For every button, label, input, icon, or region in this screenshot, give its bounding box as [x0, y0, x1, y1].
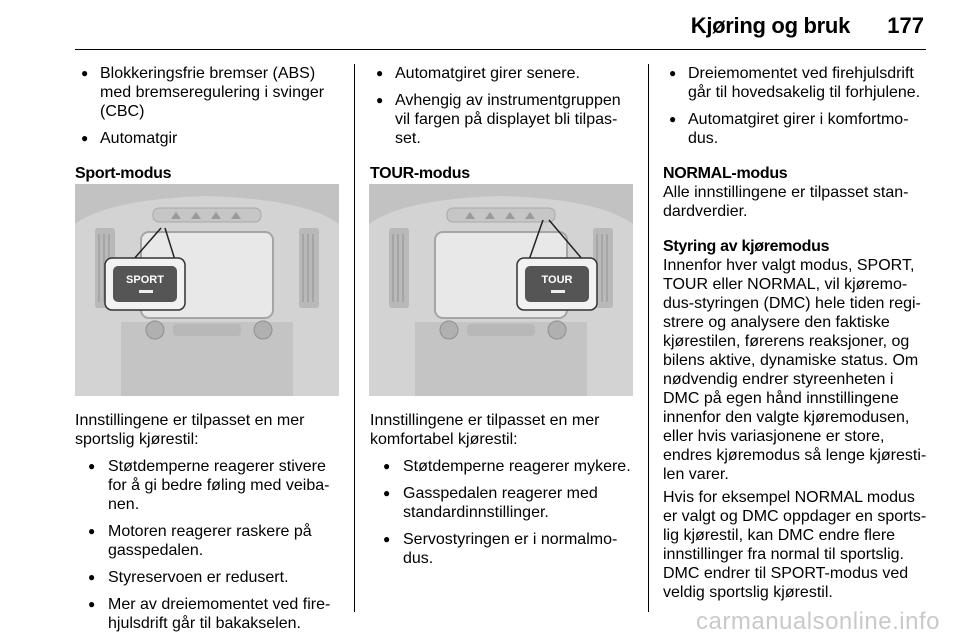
list-item: ● Dreiemomentet ved firehjulsdrift går til hovedsakelig til forhjulene.	[663, 64, 928, 102]
button-indicator	[551, 290, 565, 293]
sport-mode-description	[75, 411, 341, 641]
bullet-list	[370, 64, 636, 148]
normal-mode-heading: NORMAL-modus	[663, 165, 788, 182]
button-indicator	[139, 290, 153, 293]
column-1	[75, 64, 341, 183]
list-item: ● Støtdemperne reagerer stivere for å gi bedre føling med veibanen.	[75, 457, 341, 514]
column-divider	[648, 64, 649, 612]
column-2	[370, 64, 636, 183]
list-item: ● Blokkeringsfrie bremser (ABS) med bremseregulering i svinger (CBC)	[75, 64, 341, 121]
drive-mode-control-text: Innenfor hver valgt modus, SPORT, TOUR eller NORMAL, vil kjøremodus-styringen (DMC) hele tiden registrere og analysere den faktiske kjørestilen, førerens reaksjoner, og bilens aktive, dynamiske status. Om nødvendig endrer styreenheten i DMC på egen hånd innstillingene innenfor den valgte kjøremodusen, eller hvis variasjonene er store, endres kjøremodus så lenge kjørestilen varer.	[663, 257, 927, 483]
list-item: ● Automatgiret girer senere.	[370, 64, 636, 83]
tour-mode-illustration	[369, 184, 633, 396]
dashboard-figure	[75, 184, 339, 396]
page-header	[75, 0, 926, 50]
list-item: ● Gasspedalen reagerer med standardinnstillinger.	[370, 484, 636, 522]
list-item: ● Styreservoen er redusert.	[75, 568, 341, 587]
bullet-list	[75, 457, 341, 633]
list-item: ● Støtdemperne reagerer mykere.	[370, 457, 636, 476]
bullet-list	[663, 64, 928, 148]
section-title: Kjøring og bruk	[690, 13, 850, 38]
list-item: ● Automatgiret girer i komfortmodus.	[663, 110, 928, 148]
tour-mode-description	[370, 411, 636, 576]
bullet-list	[370, 457, 636, 568]
list-item: ● Servostyringen er i normalmodus.	[370, 530, 636, 568]
list-item: ● Motoren reagerer raskere på gasspedalen.	[75, 522, 341, 560]
section-heading: TOUR-modus	[370, 165, 470, 182]
section-heading: Sport-modus	[75, 165, 172, 182]
dashboard-figure	[369, 184, 633, 396]
column-divider	[354, 64, 355, 612]
list-item: ● Mer av dreiemomentet ved firehjulsdrift går til bakakselen.	[75, 595, 341, 633]
sport-mode-illustration	[75, 184, 339, 396]
bullet-list	[75, 64, 341, 148]
drive-mode-control-heading: Styring av kjøremodus	[663, 238, 830, 255]
list-item: ● Avhengig av instrumentgruppen vil fargen på displayet bli tilpasset.	[370, 91, 636, 148]
list-item: ● Automatgir	[75, 129, 341, 148]
column-3	[663, 64, 928, 602]
page-number: 177	[887, 13, 924, 38]
intro-text: Innstillingene er tilpasset en mer sportslig kjørestil:	[75, 412, 305, 448]
drive-mode-example-text: Hvis for eksempel NORMAL modus er valgt og DMC oppdager en sportslig kjørestil, kan DMC endre flere innstillinger fra normal til sportslig. DMC endrer til SPORT-modus ved veldig sportslig kjørestil.	[663, 489, 927, 601]
normal-mode-text: Alle innstillingene er tilpasset standardverdier.	[663, 184, 909, 220]
watermark: carmanualsonline.info	[696, 608, 940, 635]
tour-button-label: TOUR	[541, 274, 573, 286]
intro-text: Innstillingene er tilpasset en mer komfortabel kjørestil:	[370, 412, 600, 448]
sport-button-label: SPORT	[126, 274, 164, 286]
